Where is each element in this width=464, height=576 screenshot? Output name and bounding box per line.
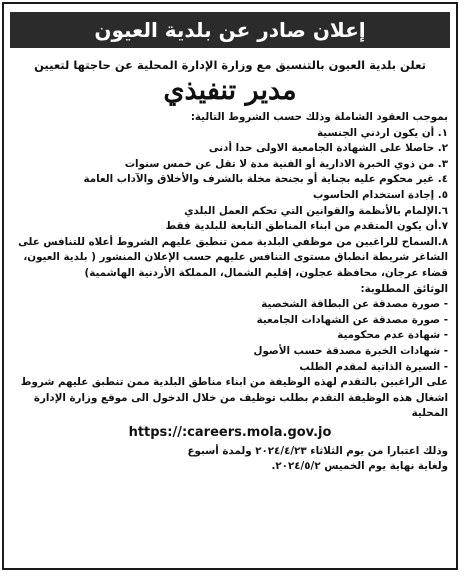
condition-item-8: ٨.السماح للراغبين من موظفي البلدية ممن تنطبق عليهم الشروط أعلاه للتنافس على الشاغر شريطة انطباق مستوى التنافس عليهم حسب الإعلان المنشور ( بلدية العيون، قضاء عرجان، محافظة عجلون، إقليم الشمال، المملكة الأردنية الهاشمية) [18, 235, 448, 279]
condition-item-2: ٢. حاصلا على الشهادة الجامعية الاولى حدا أدنى [208, 142, 448, 155]
condition-item-5: ٥. إجادة استخدام الحاسوب [312, 188, 448, 201]
document-item-4: - شهادات الخبرة مصدقة حسب الأصول [253, 344, 448, 357]
deadline-end: ولغاية نهاية يوم الخميس ٢٠٢٤/٥/٢. [271, 460, 448, 473]
application-note: على الراغبين بالتقدم لهذه الوظيفة من ابناء مناطق البلدية ممن تنطبق عليهم شروط اشغال هذه الوظيفة التقدم بطلب توظيف من خلال الدخول الى موقع وزارة الإدارة المحلية [20, 376, 448, 420]
condition-item-4: ٤. غير محكوم عليه بجناية أو بجنحة مخلة بالشرف والأخلاق والآداب العامة [83, 173, 448, 186]
announcement-body [4, 110, 456, 422]
deadline-start: وذلك اعتبارا من يوم الثلاثاء ٢٠٢٤/٤/٢٣ ولمدة أسبوع [187, 444, 448, 457]
deadline-block [4, 444, 456, 475]
document-item-1: - صورة مصدقة عن البطاقة الشخصية [261, 298, 448, 311]
announcement-title-banner [10, 12, 450, 48]
condition-item-1: ١. أن يكون اردني الجنسية [317, 126, 448, 139]
documents-heading: الوثائق المطلوبة: [360, 282, 448, 295]
condition-item-7: ٧.أن يكون المتقدم من ابناء المناطق التابعة للبلدية فقط [165, 220, 448, 233]
job-advertisement [2, 2, 458, 570]
document-item-2: - صورة مصدقة عن الشهادات الجامعية [256, 313, 448, 326]
careers-website-link[interactable]: https://:careers.mola.gov.jo [128, 424, 332, 440]
intro-text: تعلن بلدية العيون بالتنسيق مع وزارة الإدارة المحلية عن حاجتها لتعيين [34, 58, 426, 72]
document-item-3: - شهادة عدم محكومية [337, 329, 448, 342]
document-item-5: - السيرة الذاتية لمقدم الطلب [299, 360, 448, 373]
position-title: مدير تنفيذي [163, 75, 297, 106]
conditions-heading: بموجب العقود الشاملة وذلك حسب الشروط التالية: [190, 111, 448, 123]
condition-item-6: ٦.الإلمام بالأنظمة والقوانين التي تحكم العمل البلدي [184, 204, 448, 217]
announcement-title: إعلان صادر عن بلدية العيون [94, 18, 366, 42]
condition-item-3: ٣. من ذوي الخبرة الادارية أو الفنية مدة لا تقل عن خمس سنوات [124, 157, 448, 170]
